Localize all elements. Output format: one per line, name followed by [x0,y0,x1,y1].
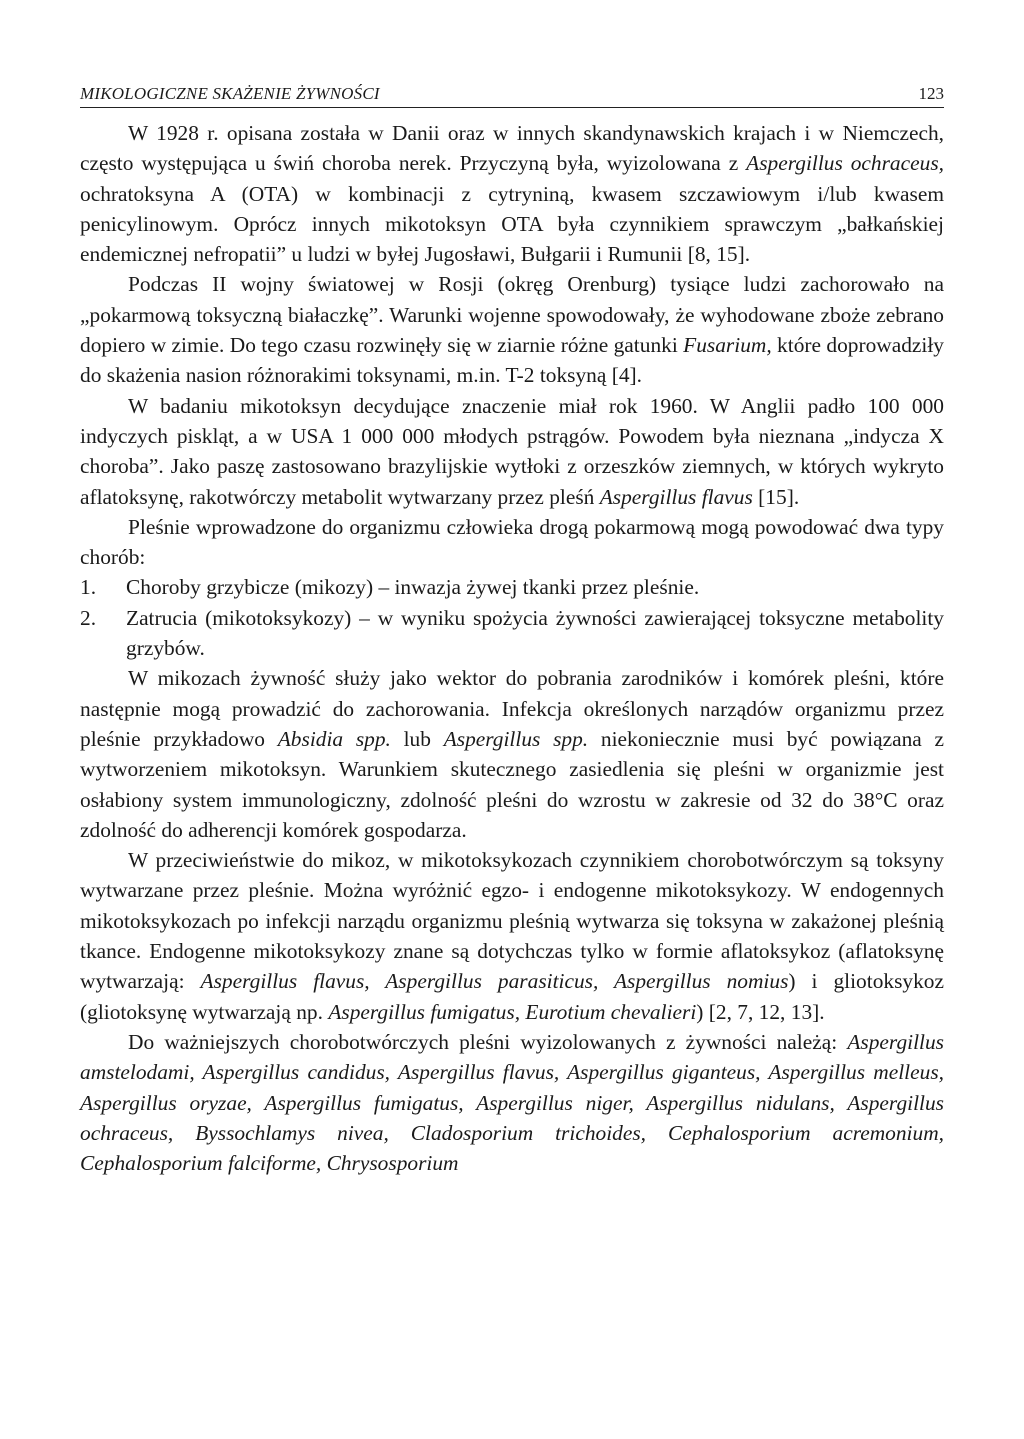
paragraph-6 [80,845,944,1027]
species-name: Fusarium, [683,333,772,358]
list-text: Choroby grzybicze (mikozy) – inwazja żywej tkanki przez pleśnie. [126,575,700,600]
text-run: Do ważniejszych chorobotwórczych pleśni wyizolowanych z żywności należą: [128,1029,848,1054]
paragraph-3 [80,391,944,512]
list-number: 2. [80,605,97,630]
species-name: Aspergillus spp. [443,726,589,751]
text-run: [15]. [752,484,800,509]
species-name: Aspergillus fumigatus, Eurotium chevalieri [328,999,697,1024]
page-number: 123 [918,84,944,103]
paragraph-1 [80,118,944,269]
text-run: niekoniecznie musi być powiązana z wytworzeniem mikotoksyn. Warunkiem skutecznego zasiedlenia się pleśni w organizmie jest osłabiony system immunologiczny, zdolność pleśni do wzrostu w zakresie od 32 do 38°C oraz zdolność do adherencji komórek gospodarza. [80,726,944,842]
text-run: lub [390,726,444,751]
text-run: Podczas II wojny światowej w Rosji (okręg Orenburg) tysiące ludzi zachorowało na „pokarmową toksyczną białaczkę”. Warunki wojenne spowodowały, że wyhodowane zboże zebrano dopiero w zimie. Do tego czasu rozwinęły się w ziarnie różne gatunki [80,272,944,358]
list-item [80,572,944,602]
paragraph-5 [80,663,944,845]
species-name: Aspergillus flavus, Aspergillus parasiticus, Aspergillus nomius [200,969,789,994]
list-item [80,603,944,664]
text-run: W badaniu mikotoksyn decydujące znaczenie miał rok 1960. W Anglii padło 100 000 indyczych piskląt, a w USA 1 000 000 młodych pstrągów. Powodem była nieznana „indycza X choroba”. Jako paszę zastosowano brazylijskie wytłoki z orzeszków ziemnych, w których wykryto aflatoksynę, rakotwórczy metabolit wytwarzany przez pleśń [80,393,944,509]
species-name: Absidia spp. [277,726,391,751]
list-number: 1. [80,575,97,600]
text-run: ochratoksyna A (OTA) w kombinacji z cytryniną, kwasem szczawiowym i/lub kwasem penicylinowym. Oprócz innych mikotoksyn OTA była czynnikiem sprawczym „bałkańskiej endemicznej nefropatii” u ludzi w byłej Jugosławi, Bułgarii i Rumunii [8, 15]. [80,181,944,267]
text-run: W mikozach żywność służy jako wektor do pobrania zarodników i komórek pleśni, które następnie mogą prowadzić do zachorowania. Infekcja określonych narządów organizmu przez pleśnie przykładowo [80,666,944,751]
body-text [80,118,944,1178]
paragraph-4: Pleśnie wprowadzone do organizmu człowieka drogą pokarmową mogą powodować dwa typy chorób: [80,514,944,570]
text-run: ) [2, 7, 12, 13]. [696,999,825,1024]
paragraph-2 [80,269,944,390]
paragraph-7 [80,1027,944,1178]
species-list: Aspergillus amstelodami, Aspergillus candidus, Aspergillus flavus, Aspergillus giganteus, Aspergillus melleus, Aspergillus oryzae, Aspergillus fumigatus, Aspergillus niger, Aspergillus nidulans, Aspergillus ochraceus, Byssochlamys nivea, Cladosporium trichoides, Cephalosporium acremonium, Cephalosporium falciforme, Chrysosporium [80,1029,944,1176]
text-run: które doprowadziły do skażenia nasion różnorakimi toksynami, m.in. T-2 toksyną [4]. [80,333,944,388]
text-run: W 1928 r. opisana została w Danii oraz w innych skandynawskich krajach i w Niemczech, często występująca u świń choroba nerek. Przyczyną była, wyizolowana z [80,121,944,176]
document-page [80,84,944,1178]
running-title: MIKOLOGICZNE SKAŻENIE ŻYWNOŚCI [80,84,380,103]
species-name: Aspergillus ochraceus, [746,151,944,176]
text-run: ) i gliotoksykoz (gliotoksynę wytwarzają np. [80,969,944,1024]
species-name: Aspergillus flavus [599,484,753,509]
list-text: Zatrucia (mikotoksykozy) – w wyniku spożycia żywności zawierającej toksyczne metabolity grzybów. [126,605,944,661]
page-header [80,84,944,108]
text-run: W przeciwieństwie do mikoz, w mikotoksykozach czynnikiem chorobotwórczym są toksyny wytwarzane przez pleśnie. Można wyróżnić egzo- i endogenne mikotoksykozy. W endogennych mikotoksykozach po infekcji narządu organizmu pleśnią wytwarza się toksyna w zakażonej pleśnią tkance. Endogenne mikotoksykozy znane są dotychczas tylko w formie aflatoksykoz (aflatoksynę wytwarzają: [80,848,944,994]
